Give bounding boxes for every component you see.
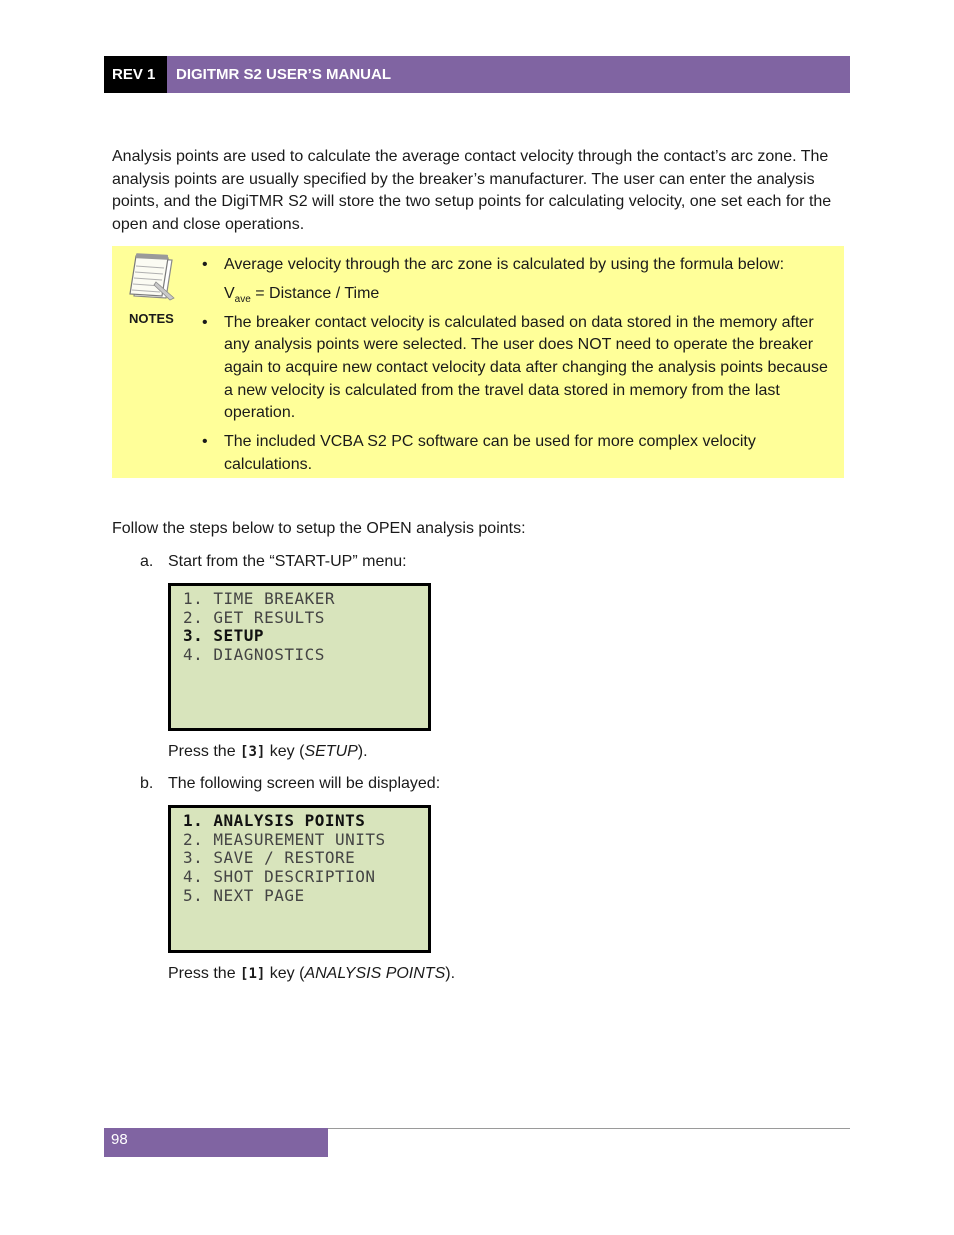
lcd-screen-startup bbox=[168, 583, 431, 731]
lcd-line: 2. GET RESULTS bbox=[183, 607, 325, 627]
key-label: [1] bbox=[240, 966, 266, 982]
step-b bbox=[140, 773, 440, 795]
notepad-icon bbox=[126, 252, 178, 302]
menu-item-name: ANALYSIS POINTS bbox=[304, 965, 446, 982]
note-item bbox=[202, 254, 832, 312]
menu-item-name: SETUP bbox=[304, 743, 358, 760]
step-text: The following screen will be displayed: bbox=[168, 775, 441, 792]
key-label: [3] bbox=[240, 744, 266, 760]
page-number: 98 bbox=[104, 1128, 328, 1157]
press-suffix: ). bbox=[445, 965, 456, 982]
lcd-line: 2. MEASUREMENT UNITS bbox=[183, 829, 386, 849]
note-item: • The included VCBA S2 PC software can be used for more complex velocity calculations. bbox=[202, 431, 832, 476]
press-mid: key ( bbox=[265, 965, 305, 982]
formula-v: V bbox=[224, 284, 235, 302]
lcd-line-selected: 1. ANALYSIS POINTS bbox=[183, 811, 366, 830]
press-instruction bbox=[168, 963, 455, 985]
note-item: • The breaker contact velocity is calculated based on data stored in the memory after any analysis points were selected. The user does NOT need to operate the breaker again to acquire new contact velocity data after changing the analysis points because a new velocity is calculated from the travel data stored in memory from the last operation. bbox=[202, 312, 832, 426]
manual-title: DIGITMR S2 USER’S MANUAL bbox=[167, 56, 850, 93]
press-prefix: Press the bbox=[168, 743, 241, 760]
footer-rule bbox=[328, 1128, 850, 1129]
press-prefix: Press the bbox=[168, 965, 241, 982]
formula-rest: = Distance / Time bbox=[250, 284, 380, 302]
lcd-line-selected: 3. SETUP bbox=[183, 626, 265, 646]
lcd-line: 5. NEXT PAGE bbox=[183, 885, 305, 905]
step-marker: b. bbox=[140, 775, 154, 792]
lcd-line: 1. TIME BREAKER bbox=[183, 589, 335, 608]
notes-box bbox=[112, 246, 844, 478]
press-suffix: ). bbox=[357, 743, 368, 760]
press-instruction bbox=[168, 741, 368, 763]
step-marker: a. bbox=[140, 553, 154, 570]
steps-intro: Follow the steps below to setup the OPEN analysis points: bbox=[112, 520, 526, 537]
note-text: Average velocity through the arc zone is calculated by using the formula below: bbox=[224, 256, 785, 273]
formula-subscript: ave bbox=[234, 293, 251, 305]
notes-label: NOTES bbox=[129, 311, 174, 326]
step-text: Start from the “START-UP” menu: bbox=[168, 553, 407, 570]
lcd-screen-setup bbox=[168, 805, 431, 953]
velocity-formula bbox=[224, 283, 832, 312]
step-a bbox=[140, 551, 407, 573]
revision-label: REV 1 bbox=[104, 56, 167, 93]
press-mid: key ( bbox=[265, 743, 305, 760]
lcd-line: 3. SAVE / RESTORE bbox=[183, 848, 356, 868]
page-header bbox=[104, 56, 850, 93]
lcd-line: 4. DIAGNOSTICS bbox=[183, 645, 325, 665]
notes-list bbox=[202, 254, 832, 477]
lcd-line: 4. SHOT DESCRIPTION bbox=[183, 867, 376, 887]
intro-paragraph: Analysis points are used to calculate the average contact velocity through the contact’s arc zone. The analysis points are usually specified by the breaker’s manufacturer. The user can enter the analysis points, and the DigiTMR S2 will store the two setup points for calculating velocity, one set each for the open and close operations. bbox=[112, 148, 832, 234]
